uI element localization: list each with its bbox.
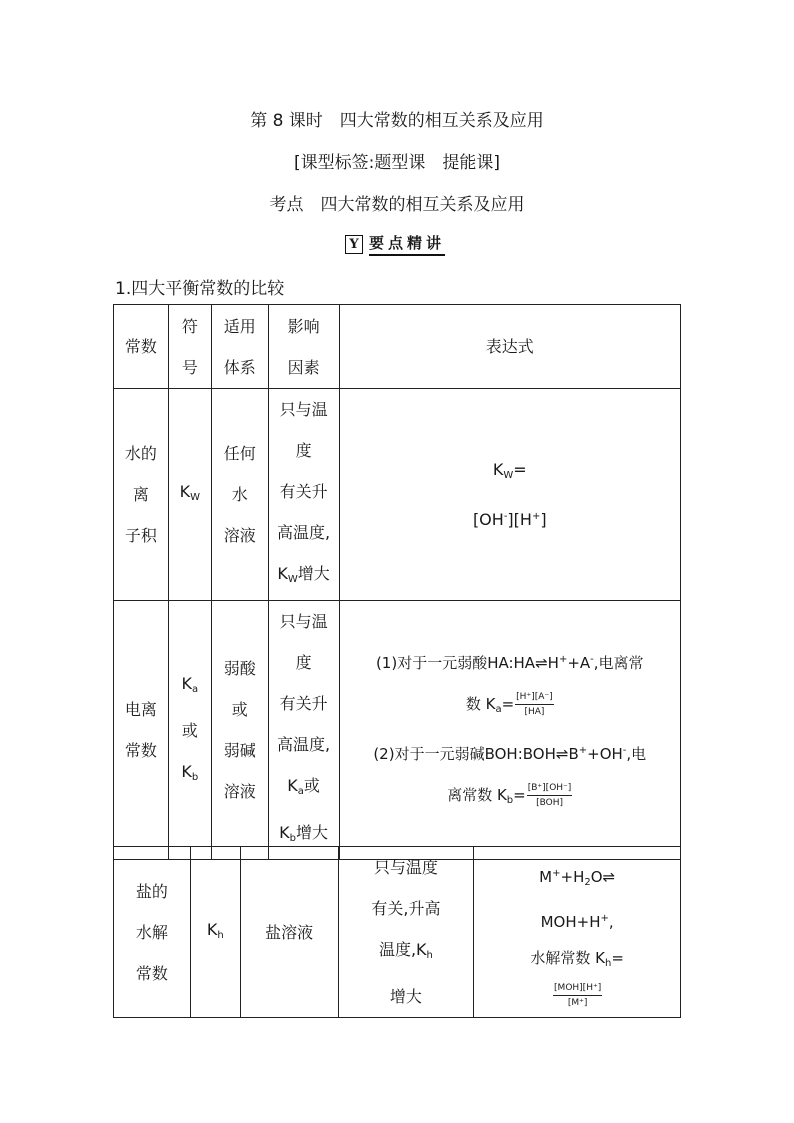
lesson-title: 第 8 课时 四大常数的相互关系及应用 xyxy=(250,111,544,131)
acid-ka-formula: 数 $K_a=$ $\frac{[H^+][A^-]}{[HA]}$ xyxy=(465,692,553,717)
table-row-water xyxy=(114,389,681,601)
hyd-symbol: $K_h$ xyxy=(190,847,240,1018)
table-header-row xyxy=(114,305,681,389)
header-expression: 表达式 xyxy=(339,305,680,389)
water-name: 水的 离 子积 xyxy=(114,389,169,601)
base-equation: (2)对于一元弱碱BOH:BOH⇌B++OH-,电 xyxy=(373,745,647,763)
header-symbol: 符 号 xyxy=(168,305,211,389)
base-kb-formula: 离常数 $K_b=$ $\frac{[B^+][OH^-]}{\text{[BOH]}}$ xyxy=(447,783,572,808)
water-symbol: $K_W$ xyxy=(168,389,211,601)
hyd-factor: 只与温度 有关,升高 温度$,K_h$ 增大 xyxy=(338,847,474,1018)
water-expression: $K_W=$ [OH-][H+] xyxy=(339,389,680,601)
hyd-name: 盐的 水解 常数 xyxy=(114,847,191,1018)
header-system: 适用 体系 xyxy=(211,305,268,389)
ion-name: 电离 常数 xyxy=(114,601,169,860)
header-factor: 影响 因素 xyxy=(268,305,339,389)
badge-label: 要点精讲 xyxy=(369,232,445,256)
key-points-badge xyxy=(345,232,445,256)
header-constant: 常数 xyxy=(114,305,169,389)
table-row-hydrolysis xyxy=(114,847,681,1018)
topic-heading: 考点 四大常数的相互关系及应用 xyxy=(269,195,525,215)
y-letter-icon: Y xyxy=(345,235,363,254)
ion-factor: 只与温 度 有关升 高温度, $K_a$或 $K_b$增大 xyxy=(268,601,339,860)
ion-expression xyxy=(339,601,680,860)
hydrolysis-table xyxy=(113,846,681,1018)
acid-equation: (1)对于一元弱酸HA:HA⇌H++A-,电离常 xyxy=(375,654,644,672)
water-factor: 只与温 度 有关升 高温度, $K_W$增大 xyxy=(268,389,339,601)
hyd-system: 盐溶液 xyxy=(240,847,338,1018)
lesson-tag: [课型标签:题型课 提能课] xyxy=(294,153,500,173)
ion-system: 弱酸 或 弱碱 溶液 xyxy=(211,601,268,860)
table-row-ionization xyxy=(114,601,681,860)
ion-symbol: $K_a$ 或 $K_b$ xyxy=(168,601,211,860)
water-system: 任何 水 溶液 xyxy=(211,389,268,601)
section-heading: 1.四大平衡常数的比较 xyxy=(115,279,285,299)
hyd-expression: $M^++H_2O\rightleftharpoons$ MOH+H+, 水解常数 $K_h=$ $\frac{\text{[MOH][H⁺]}}{[M^+]}$ xyxy=(474,847,681,1018)
constants-table xyxy=(113,304,681,860)
